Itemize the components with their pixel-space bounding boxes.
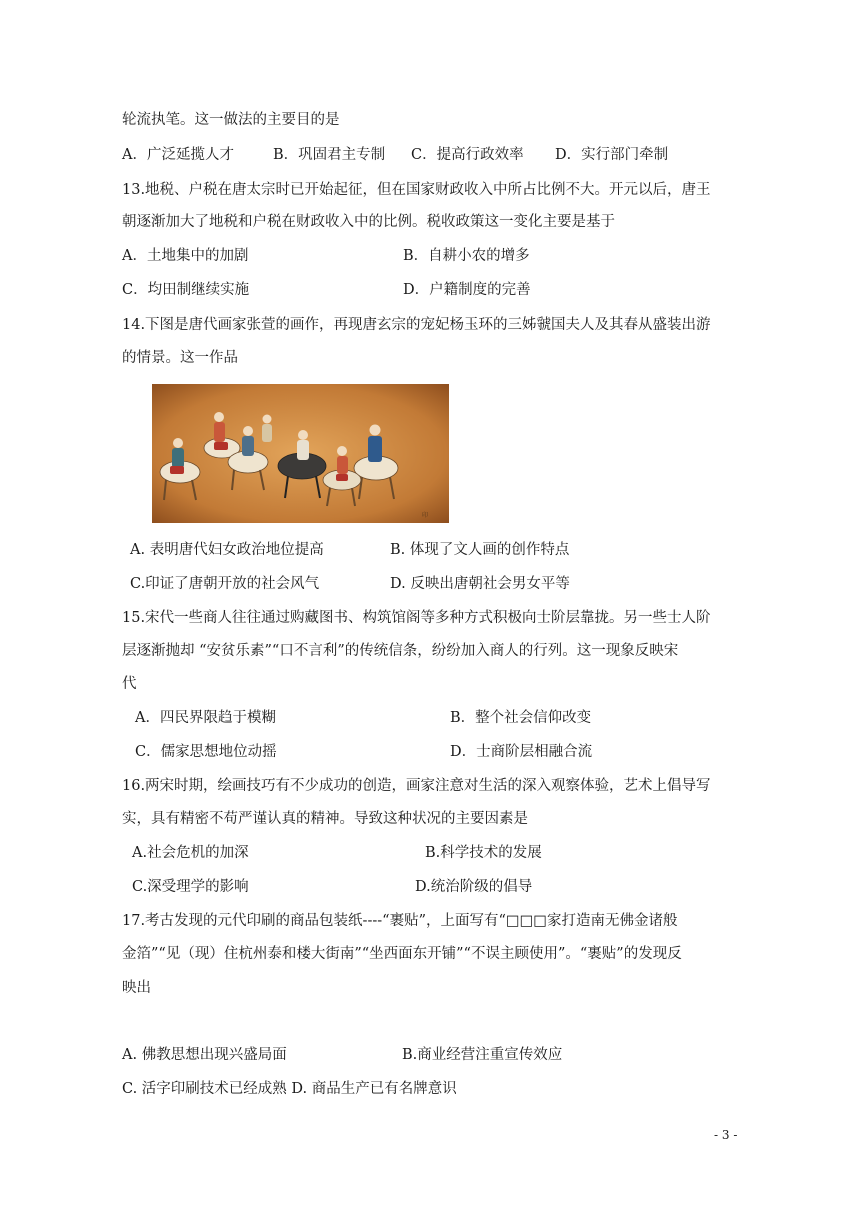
q15-stem-line2: 层逐渐抛却 “安贫乐素”“口不言利”的传统信条，纷纷加入商人的行列。这一现象反映宋	[122, 643, 679, 659]
q12-stem: 轮流执笔。这一做法的主要目的是	[122, 112, 340, 128]
q17-option-b: B.商业经营注重宣传效应	[402, 1047, 563, 1063]
q17-stem-line2: 金箔”“见（现）住杭州泰和楼大街南”“坐西面东开铺”“不误主顾使用”。“裹贴”的发现反	[122, 946, 682, 962]
q16-option-d: D.统治阶级的倡导	[415, 879, 533, 895]
q13-option-a: A．土地集中的加剧	[122, 248, 249, 264]
q17-option-cd: C. 活字印刷技术已经成熟 D. 商品生产已有名牌意识	[122, 1081, 457, 1097]
q13-stem-line2: 朝逐渐加大了地税和户税在财政收入中的比例。税收政策这一变化主要是基于	[122, 214, 615, 230]
q16-stem-line1: 16.两宋时期，绘画技巧有不少成功的创造，画家注意对生活的深入观察体验，艺术上倡导写	[122, 778, 711, 794]
q14-stem-line1: 14.下图是唐代画家张萱的画作，再现唐玄宗的宠妃杨玉环的三姊虢国夫人及其春从盛装出游	[122, 317, 711, 333]
q12-option-c: C．提高行政效率	[411, 147, 524, 163]
q12-option-d: D．实行部门牵制	[555, 147, 669, 163]
q17-stem-line1: 17.考古发现的元代印刷的商品包装纸----“裹贴”，上面写有“□□□家打造南无佛金诸般	[122, 913, 678, 929]
q12-option-b: B．巩固君主专制	[273, 147, 386, 163]
spring-outing-painting	[152, 384, 449, 523]
q14-option-b: B. 体现了文人画的创作特点	[390, 542, 570, 558]
q14-option-d: D. 反映出唐朝社会男女平等	[390, 576, 570, 592]
q16-option-c: C.深受理学的影响	[132, 879, 249, 895]
svg-text:印: 印	[422, 512, 429, 519]
q16-option-b: B.科学技术的发展	[425, 845, 542, 861]
page-number: - 3 -	[714, 1128, 738, 1142]
q13-option-d: D．户籍制度的完善	[403, 282, 531, 298]
q15-option-d: D．士商阶层相融合流	[450, 744, 593, 760]
q15-stem-line1: 15.宋代一些商人往往通过购藏图书、构筑馆阁等多种方式积极向士阶层靠拢。另一些士人阶	[122, 610, 711, 626]
q16-stem-line2: 实，具有精密不苟严谨认真的精神。导致这种状况的主要因素是	[122, 811, 528, 827]
q15-option-c: C．儒家思想地位动摇	[135, 744, 277, 760]
q13-option-b: B．自耕小农的增多	[403, 248, 530, 264]
q15-option-a: A．四民界限趋于模糊	[135, 710, 276, 726]
q14-option-a: A. 表明唐代妇女政治地位提高	[130, 542, 324, 558]
q13-option-c: C．均田制继续实施	[122, 282, 250, 298]
tang-painting-image	[152, 384, 449, 523]
q16-option-a: A.社会危机的加深	[132, 845, 249, 861]
q14-stem-line2: 的情景。这一作品	[122, 350, 238, 366]
q15-option-b: B．整个社会信仰改变	[450, 710, 592, 726]
q12-option-a: A．广泛延揽人才	[122, 147, 234, 163]
q14-option-c: C.印证了唐朝开放的社会风气	[130, 576, 320, 592]
q17-option-a: A. 佛教思想出现兴盛局面	[122, 1047, 287, 1063]
q17-stem-line3: 映出	[122, 980, 151, 996]
q15-stem-line3: 代	[122, 676, 137, 692]
q13-stem-line1: 13.地税、户税在唐太宗时已开始起征，但在国家财政收入中所占比例不大。开元以后，唐王	[122, 182, 711, 198]
